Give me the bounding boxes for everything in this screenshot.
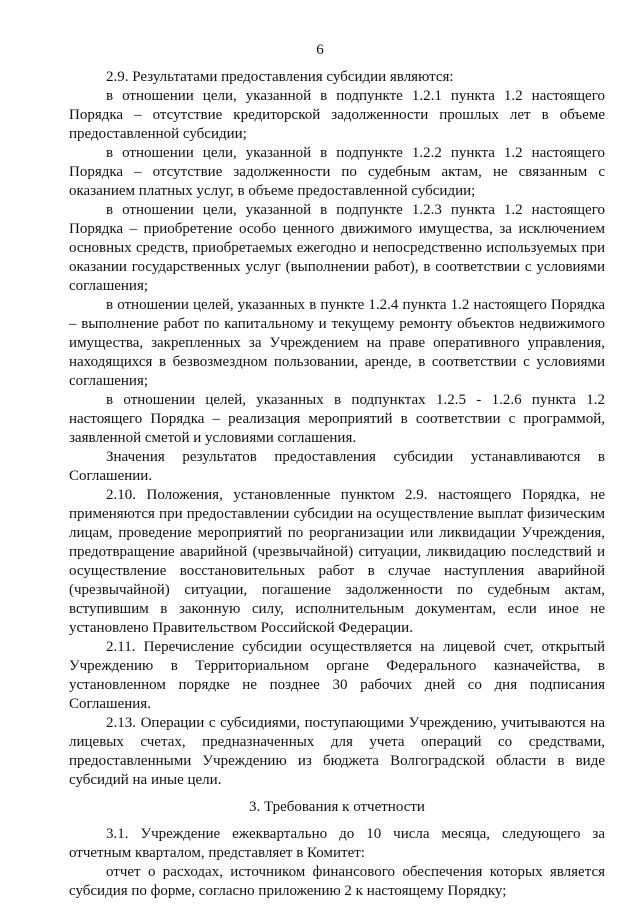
- paragraph-2-11: 2.11. Перечисление субсидии осуществляется на лицевой счет, открытый Учреждению в Территориальном органе Федерального казначейства, в установленном порядке не позднее 30 рабочих дней со дня подписания Соглашения.: [69, 639, 605, 712]
- document-body: [69, 68, 605, 901]
- paragraph-result-values: Значения результатов предоставления субсидии устанавливаются в Соглашении.: [69, 449, 605, 484]
- paragraph-result-goal-1-2-5-6: в отношении целей, указанных в подпунктах 1.2.5 - 1.2.6 пункта 1.2 настоящего Порядка – реализация мероприятий в соответствии с программой, заявленной сметой и условиями соглашения.: [69, 392, 605, 446]
- paragraph-result-goal-1-2-2: в отношении цели, указанной в подпункте 1.2.2 пункта 1.2 настоящего Порядка – отсутствие задолженности по судебным актам, не связанным с оказанием платных услуг, в объеме предоставленной субсидии;: [69, 145, 605, 199]
- paragraph-2-9-intro: 2.9. Результатами предоставления субсидии являются:: [106, 69, 454, 85]
- paragraph-2-13: 2.13. Операции с субсидиями, поступающими Учреждению, учитываются на лицевых счетах, предназначенных для учета операций со средствами, предоставленными Учреждению из бюджета Волгоградской области в виде субсидий на иные цели.: [69, 715, 605, 788]
- page-number: 6: [316, 42, 324, 58]
- paragraph-2-10: 2.10. Положения, установленные пунктом 2.9. настоящего Порядка, не применяются при предоставлении субсидии на осуществление выплат физическим лицам, проведение мероприятий по реорганизации или ликвидации Учреждения, предотвращение аварийной (чрезвычайной) ситуации, ликвидацию последствий и осуществление восстановительных работ в случае наступления аварийной (чрезвычайной) ситуации, погашение задолженности по судебным актам, вступившим в законную силу, исполнительным документам, если иное не установлено Правительством Российской Федерации.: [69, 487, 605, 636]
- paragraph-3-1: 3.1. Учреждение ежеквартально до 10 числа месяца, следующего за отчетным кварталом, представляет в Комитет:: [69, 826, 605, 861]
- paragraph-result-goal-1-2-1: в отношении цели, указанной в подпункте 1.2.1 пункта 1.2 настоящего Порядка – отсутствие кредиторской задолженности прошлых лет в объеме предоставленной субсидии;: [69, 88, 605, 142]
- paragraph-result-goal-1-2-3: в отношении цели, указанной в подпункте 1.2.3 пункта 1.2 настоящего Порядка – приобретение особо ценного движимого имущества, за исключением основных средств, приобретаемых ежегодно и непосредственно используемых при оказании государственных услуг (выполнении работ), в соответствии с условиями соглашения;: [69, 202, 605, 294]
- section-heading-reporting: 3. Требования к отчетности: [249, 799, 425, 815]
- paragraph-result-goal-1-2-4: в отношении целей, указанных в пункте 1.2.4 пункта 1.2 настоящего Порядка – выполнение работ по капитальному и текущему ремонту объектов недвижимого имущества, закрепленных за Учреждением на праве оперативного управления, находящихся в безвозмездном пользовании, аренде, в соответствии с условиями соглашения;: [69, 297, 605, 389]
- paragraph-expense-report: отчет о расходах, источником финансового обеспечения которых является субсидия по форме, согласно приложению 2 к настоящему Порядку;: [69, 864, 605, 899]
